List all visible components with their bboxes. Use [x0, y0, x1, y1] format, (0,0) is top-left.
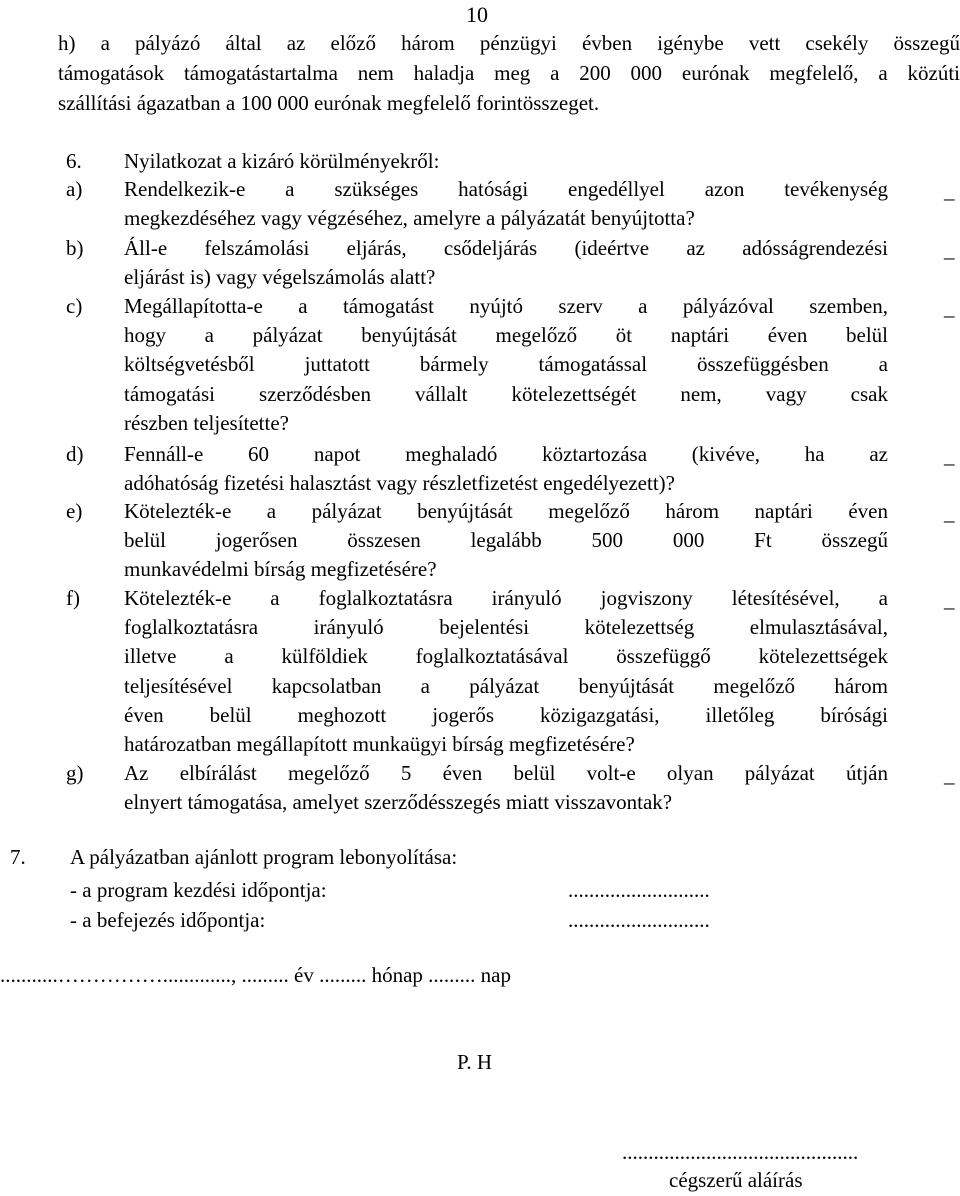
section-6-heading: [66, 146, 439, 176]
section-7-number: 7.: [10, 845, 26, 869]
paragraph-h-line: szállítási ágazatban a 100 000 eurónak megfelelő forintösszeget.: [58, 91, 600, 115]
paragraph-h-line: támogatások támogatástartalma nem haladja meg a 200 000 eurónak megfelelő, a közúti: [58, 61, 960, 85]
answer-blank: _: [944, 179, 955, 203]
answer-blank: _: [944, 501, 955, 525]
item-line: adóhatóság fizetési halasztást vagy részletfizetést engedélyezett)?: [124, 471, 675, 496]
item-line: éven belül meghozott jogerős közigazgatási, illetőleg bírósági: [124, 702, 888, 727]
program-end-value: ...........................: [568, 908, 710, 932]
item-line: megkezdéséhez vagy végzéséhez, amelyre a pályázatát benyújtotta?: [124, 206, 695, 231]
page-number: 10: [466, 2, 488, 27]
declaration-item-e: [66, 497, 960, 587]
item-line: részben teljesítette?: [124, 410, 289, 435]
answer-blank: _: [944, 296, 955, 320]
answer-blank: _: [944, 444, 955, 468]
declaration-item-b: [66, 234, 960, 294]
item-line: Kötelezték-e a foglalkoztatásra irányuló jogviszony létesítésével, a: [124, 586, 888, 610]
answer-blank: _: [944, 588, 955, 612]
item-line: foglalkoztatásra irányuló bejelentési kötelezettség elmulasztásával,: [124, 615, 888, 640]
section-6-number: 6.: [66, 149, 82, 173]
answer-blank: _: [944, 763, 955, 787]
item-line: elnyert támogatása, amelyet szerződésszegés miatt visszavontak?: [124, 790, 673, 815]
item-text: [124, 759, 888, 817]
item-line: Megállapította-e a támogatást nyújtó szerv a pályázóval szemben,: [124, 294, 888, 318]
signature-line: .............................................: [622, 1140, 859, 1164]
item-text: [124, 497, 888, 585]
item-marker: c): [66, 294, 83, 318]
section-7-title: A pályázatban ajánlott program lebonyolítása:: [70, 845, 458, 869]
item-line: belül jogerősen összesen legalább 500 000 Ft összegű: [124, 528, 888, 553]
paragraph-h: [58, 28, 960, 118]
item-line: Az elbírálást megelőző 5 éven belül volt-e olyan pályázat útján: [124, 761, 888, 785]
item-marker: e): [66, 499, 83, 523]
program-start-label: - a program kezdési időpontja:: [70, 878, 327, 902]
item-marker: f): [66, 586, 80, 610]
item-line: költségvetésből juttatott bármely támogatással összefüggésben a: [124, 352, 888, 377]
declaration-item-g: [66, 759, 960, 819]
item-line: teljesítésével kapcsolatban a pályázat benyújtását megelőző három: [124, 673, 888, 698]
item-line: Kötelezték-e a pályázat benyújtását megelőző három naptári éven: [124, 499, 888, 523]
item-line: Áll-e felszámolási eljárás, csődeljárás (ideértve az adósságrendezési: [124, 236, 888, 260]
item-marker: d): [66, 442, 84, 466]
item-marker: g): [66, 761, 84, 785]
program-start-value: ...........................: [568, 878, 710, 902]
section-6-title: Nyilatkozat a kizáró körülményekről:: [124, 149, 440, 173]
stamp-placeholder: P. H: [457, 1050, 493, 1074]
declaration-item-d: [66, 440, 960, 500]
declaration-item-c: [66, 292, 960, 440]
answer-blank: _: [944, 238, 955, 262]
item-text: [124, 440, 888, 498]
item-text: [124, 292, 888, 438]
item-marker: a): [66, 177, 83, 201]
item-marker: b): [66, 236, 84, 260]
item-line: határozatban megállapított munkaügyi bírság megfizetésére?: [124, 732, 635, 757]
item-text: [124, 234, 888, 292]
item-text: [124, 175, 888, 233]
declaration-item-a: [66, 175, 960, 235]
paragraph-h-line: h) a pályázó által az előző három pénzügyi évben igénybe vett csekély összegű: [58, 31, 960, 55]
item-line: Rendelkezik-e a szükséges hatósági engedéllyel azon tevékenység: [124, 177, 888, 201]
item-line: támogatási szerződésben vállalt kötelezettségét nem, vagy csak: [124, 381, 888, 406]
item-line: Fennáll-e 60 napot meghaladó köztartozása (kivéve, ha az: [124, 442, 888, 466]
item-line: hogy a pályázat benyújtását megelőző öt naptári éven belül: [124, 323, 888, 348]
date-line: ...........……………............., ......... év ......... hónap ......... nap: [0, 963, 511, 987]
item-line: eljárást is) vagy végelszámolás alatt?: [124, 265, 436, 290]
item-line: munkavédelmi bírság megfizetésére?: [124, 557, 437, 582]
item-line: illetve a külföldiek foglalkoztatásával összefüggő kötelezettségek: [124, 644, 888, 669]
signature-label: cégszerű aláírás: [669, 1168, 803, 1192]
item-text: [124, 584, 888, 759]
program-end-label: - a befejezés időpontja:: [70, 908, 266, 932]
declaration-item-f: [66, 584, 960, 762]
